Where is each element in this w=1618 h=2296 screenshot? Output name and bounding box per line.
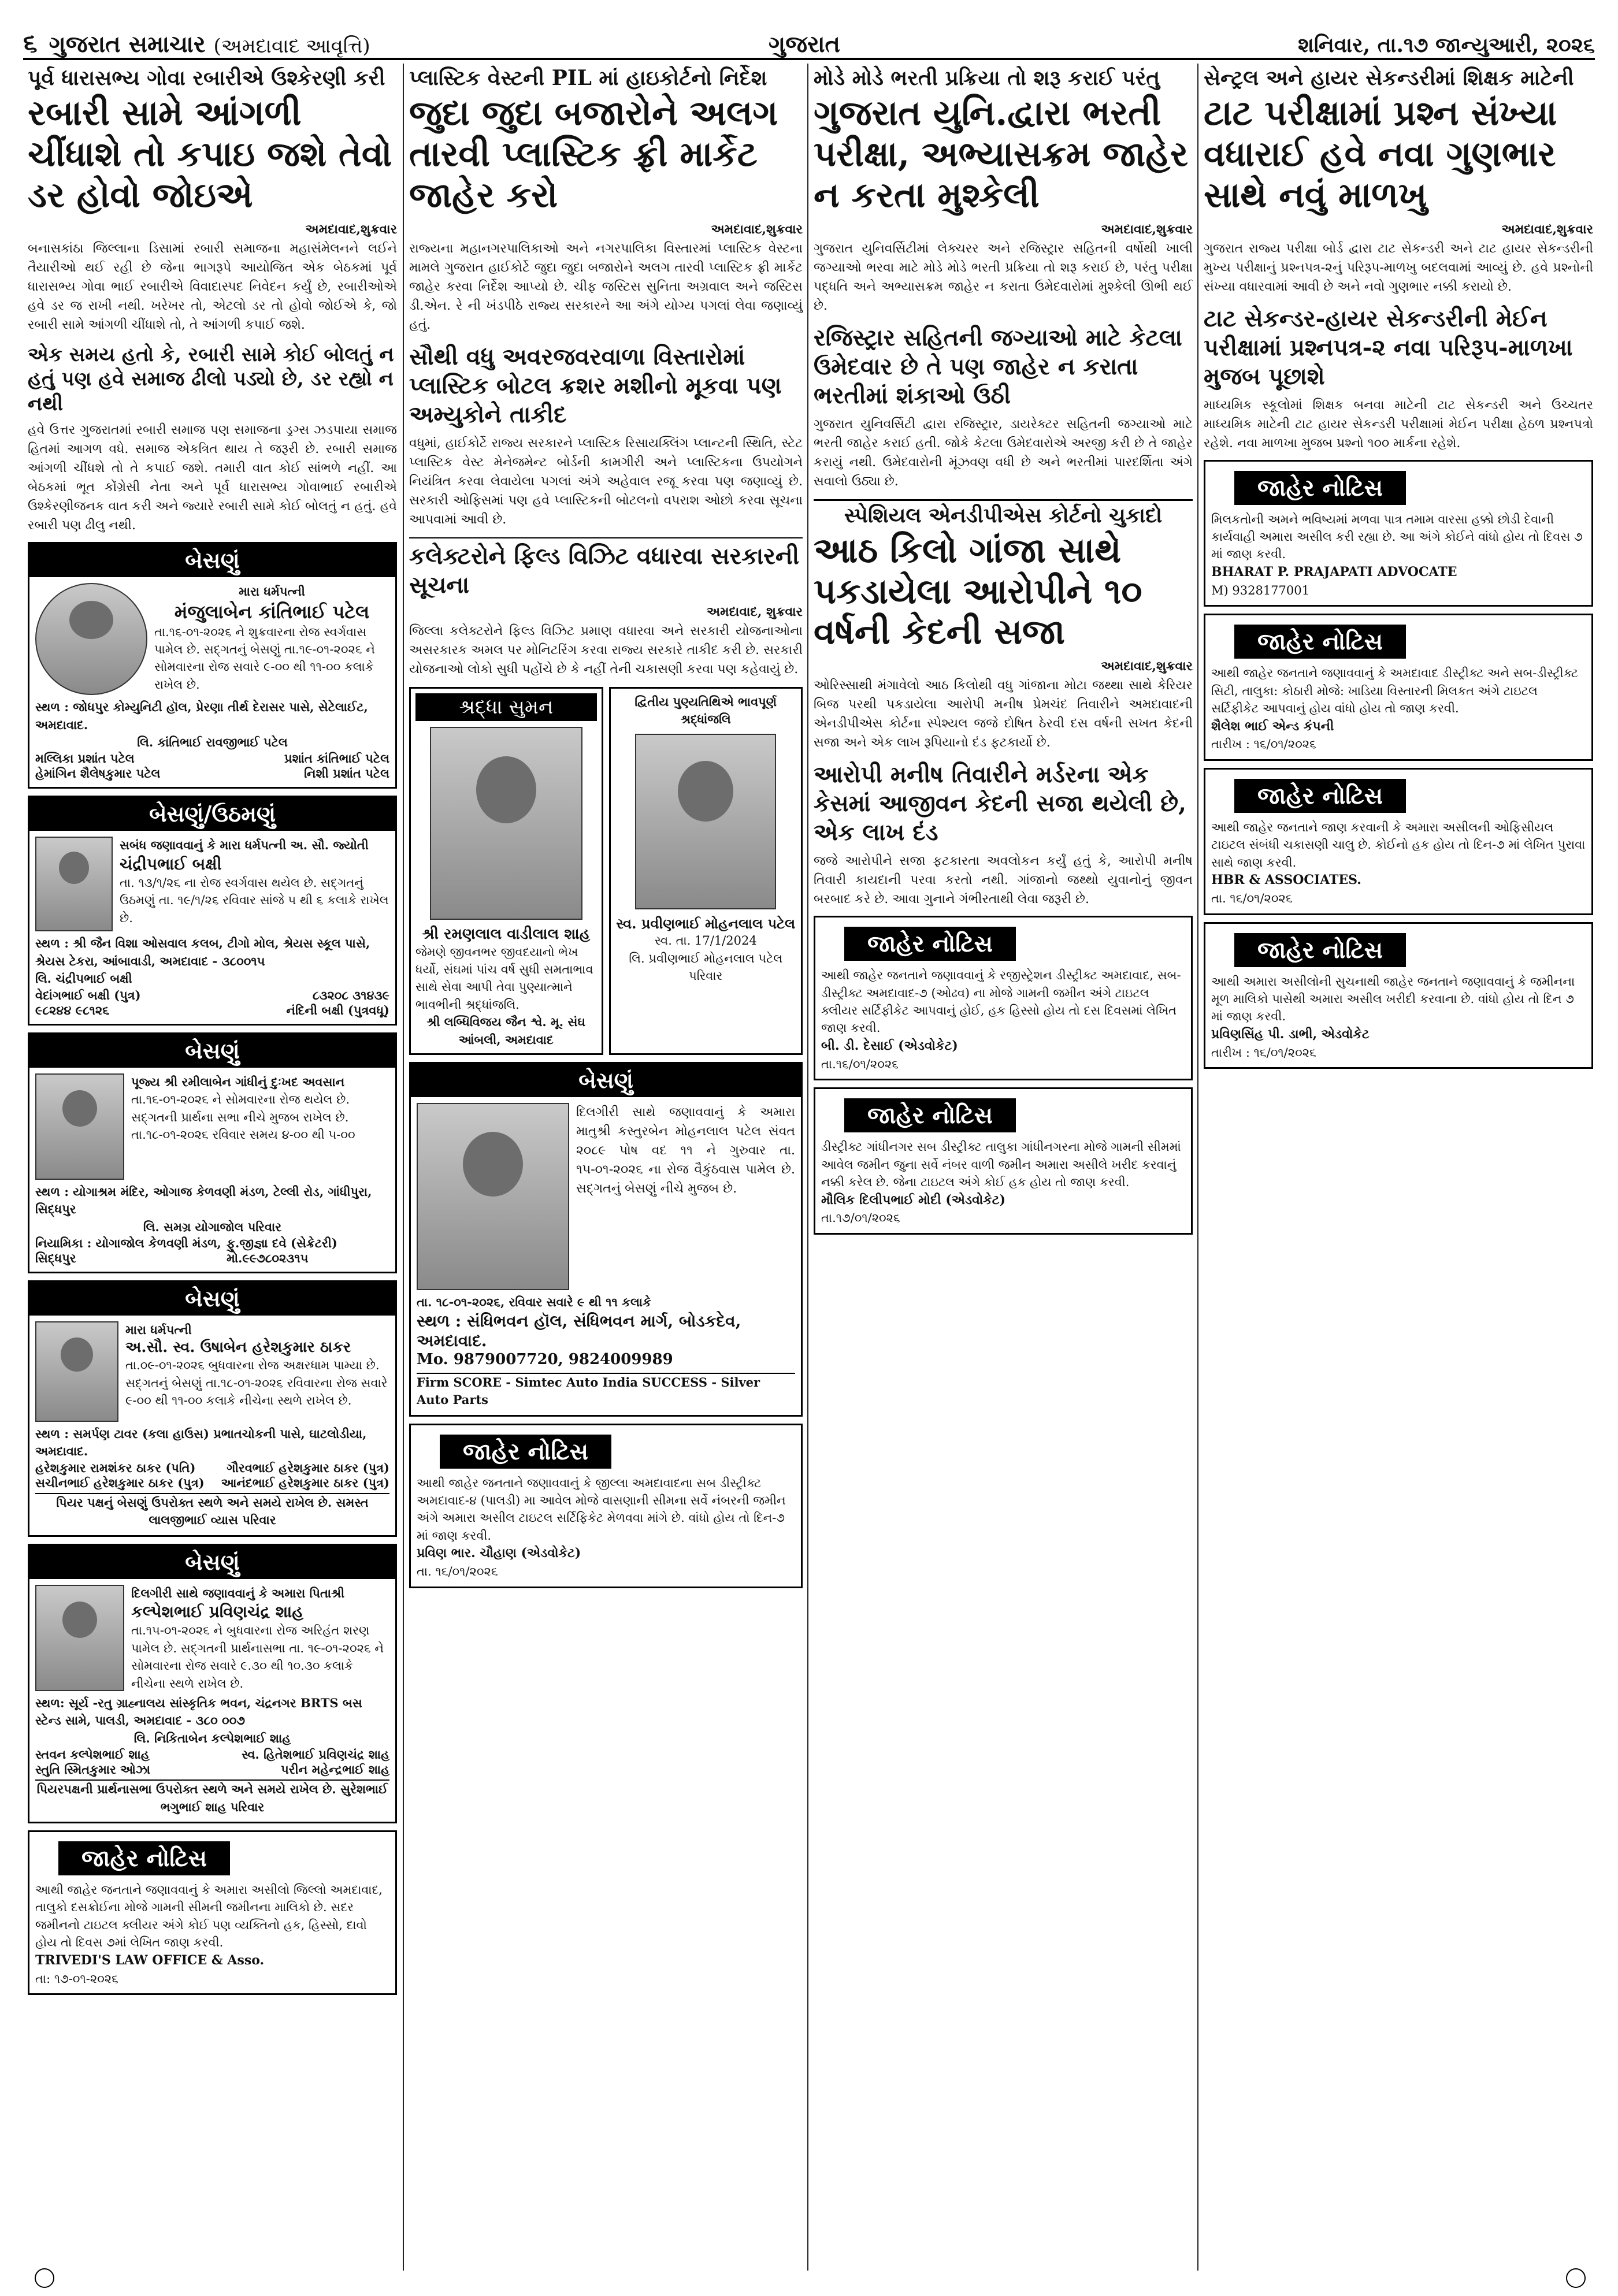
notice-signature: બી. ડી. દેસાઈ (એડવોકેટ) bbox=[821, 1038, 958, 1053]
public-notice bbox=[1204, 614, 1593, 761]
notice-title: જાહેર નોટિસ bbox=[1234, 933, 1406, 967]
article-body: ગુજરાત યુનિવર્સિટીમાં લેક્ચરર અને રજિસ્ટ્રાર સહિતની વર્ષોથી ખાલી જગ્યાઓ ભરવા માટે મોડે મોડે ભરતી પ્રક્રિયા તો શરૂ કરાઈ છે, પરંતુ પરીક્ષા પદ્ધતિ અને અભ્યાસક્રમ જાહેર ન કરાતા ઉમેદવારોમાં મુશ્કેલી ઊભી થઈ છે. bbox=[814, 241, 1193, 313]
sender: લિ. કાંતિભાઈ રાવજીભાઈ પટેલ bbox=[137, 734, 288, 749]
subheadline: કલેક્ટરોને ફિલ્ડ વિઝિટ વધારવા સરકારની સૂચના bbox=[409, 537, 803, 600]
service-time: તા. ૧૮-૦૧-૨૦૨૬, રવિવાર સવારે ૯ થી ૧૧ કલાકે bbox=[417, 1295, 651, 1310]
article-body: રાજ્યના મહાનગરપાલિકાઓ અને નગરપાલિકા વિસ્તારમાં પ્લાસ્ટિક વેસ્ટના મામલે ગુજરાત હાઈકોર્ટે જુદા જુદા બજારોને અલગ તારવી પ્લાસ્ટિક ફ્રી માર્કેટ જાહેર કરવા નિર્દેશ આપ્યો છે. ચીફ જસ્ટિસ સુનિતા અગ્રવાલ અને જસ્ટિસ ડી.એન. રે ની ખંડપીઠે રાજ્ય સરકારને આ અંગે યોગ્ય પગલાં લેવા જણાવ્યું હતું. bbox=[409, 241, 803, 332]
family-name: પરીન મહેન્દ્રભાઈ શાહ bbox=[281, 1762, 389, 1777]
family-name: પ્રશાંત કાંતિભાઈ પટેલ bbox=[284, 751, 389, 766]
obituary-title: બેસણું bbox=[29, 544, 395, 577]
article-plastic bbox=[409, 66, 803, 679]
family-name: હરેશકુમાર રામશંકર ઠાકર (પતિ) bbox=[35, 1460, 196, 1475]
family-name: મલ્લિકા પ્રશાંત પટેલ bbox=[35, 751, 135, 766]
obituary-text: તા.૧૬-૦૧-૨૦૨૬ ને શુક્રવારના રોજ સ્વર્ગવાસ પામેલ છે. સદ્ગતનું બેસણું તા.૧૯-૦૧-૨૦૨૬ ને સોમવારના રોજ સવારે ૯-૦૦ થી ૧૧-૦૦ કલાકે રાખેલ છે. bbox=[154, 625, 375, 692]
article-body: હવે ઉત્તર ગુજરાતમાં રબારી સમાજ પણ સમાજના ડ્રગ્સ ઝડપાયા સમાજ હિતમાં આગળ વધે. સમાજ એકત્રિત થાય તે જરૂરી છે. રબારી સમાજ આંગળી ચીંધશે તો તે કપાઈ જશે. તમારી વાત કોઈ સાંભળે નહીં. આ બેઠકમાં ભૂત કોંગ્રેસી નેતા અને પૂર્વ ધારાસભ્ય ગોવાભાઈ રબારીએ ઉશ્કેરણીજનક વાત કરી અને જ્યારે રબારી સામે કોઈ બોલતું ન હતું. હવે રબારી પણ ઢીલુ નથી. bbox=[28, 423, 397, 533]
notice-body: આથી જાહેર જનતાને જણાવવાનું કે અમારા અસીલો જિલ્લો અમદાવાદ, તાલુકો દસક્રોઈના મોજે ગામની સીમની જમીનના માલિકો છે. સદર જમીનનો ટાઇટલ ક્લીયર અંગે કોઈ પણ વ્યક્તિનો હક, હિસ્સો, દાવો હોય તો દિવસ ૭માં લેખિત જાણ કરવી. bbox=[35, 1882, 383, 1950]
edition: (અમદાવાદ આવૃત્તિ) bbox=[213, 35, 370, 58]
headline: ટાટ પરીક્ષામાં પ્રશ્ન સંખ્યા વધારાઈ હવે નવા ગુણભાર સાથે નવું માળખુ bbox=[1204, 93, 1557, 216]
obituary-footer: પિયર પક્ષનું બેસણું ઉપરોક્ત સ્થળે અને સમયે રાખેલ છે. સમસ્ત લાલજીભાઈ વ્યાસ પરિવાર bbox=[35, 1493, 389, 1529]
deceased-name: અ.સૌ. સ્વ. ઉષાબેન હરેશકુમાર ઠાકર bbox=[125, 1339, 351, 1357]
section-name: ગુજરાત bbox=[769, 31, 841, 58]
article-rabari bbox=[28, 66, 397, 535]
public-notice bbox=[1204, 460, 1593, 607]
sender: લિ. પ્રવીણભાઈ મોહનલાલ પટેલ પરિવાર bbox=[629, 951, 783, 983]
obituary-title: બેસણું bbox=[29, 1545, 395, 1579]
column-2 bbox=[404, 64, 807, 1595]
death-date: સ્વ. તા. 17/1/2024 bbox=[654, 934, 757, 948]
family-name: ૮૩૨૦૮ ૩૧૪૩૯ bbox=[312, 987, 389, 1002]
kicker: સ્પેશિયલ એનડીપીએસ કોર્ટનો ચુકાદો bbox=[844, 503, 1163, 527]
family-names bbox=[35, 1003, 389, 1018]
obituary-text: તા.૧૬-૦૧-૨૦૨૬ ને સોમવારના રોજ થયેલ છે. સદ્ગતની પ્રાર્થના સભા નીચે મુજબ રાખેલ છે. તા.૧૮-૦૧-૨૦૨૬ રવિવાર સમય ૪-૦૦ થી ૫-૦૦ bbox=[131, 1093, 355, 1142]
column-rule bbox=[807, 64, 808, 2271]
relation: દિલગીરી સાથે જણાવવાનું કે અમારા પિતાશ્રી bbox=[131, 1585, 345, 1600]
tribute-text: જેમણે જીવનભર જીવદયાનો ભેખ ધર્યો, સંઘમાં પાંચ વર્ષ સુધી સમતાભાવ સાથે સેવા આપી તેવા પુણ્યાત્માને ભાવભીની શ્રદ્ધાંજલિ. bbox=[415, 945, 593, 1012]
dateline: અમદાવાદ,શુક્રવાર bbox=[711, 221, 803, 237]
relation: મારા ધર્મપત્ની bbox=[239, 584, 305, 599]
notice-title: જાહેર નોટિસ bbox=[1234, 625, 1406, 659]
notice-title: જાહેર નોટિસ bbox=[844, 1098, 1016, 1132]
notice-body: આથી જાહેર જનતાને જાણ કરવાની કે અમારા અસીલની ઓફિસીયલ ટાઇટલ સંબંધી ચકાસણી ચાલુ છે. કોઈનો હક હોય તો દિન-૭ માં લેખિત પુરાવા સાથે જાણ કરવી. bbox=[1211, 820, 1586, 870]
portrait-photo bbox=[35, 837, 113, 931]
notice-title: જાહેર નોટિસ bbox=[1234, 779, 1406, 813]
kicker: પ્લાસ્ટિક વેસ્ટની PIL માં હાઇકોર્ટનો નિર્દેશ bbox=[409, 66, 767, 90]
obituary bbox=[28, 1544, 397, 1823]
family-name: વેદાંગભાઈ બક્ષી (પુત્ર) bbox=[35, 987, 141, 1002]
portrait-photo bbox=[35, 583, 147, 695]
obituary-footer: પિયરપક્ષની પ્રાર્થનાસભા ઉપરોક્ત સ્થળે અને સમયે રાખેલ છે. સુરેશભાઈ ભગુભાઈ શાહ પરિવાર bbox=[35, 1779, 389, 1816]
venue: સ્થળ : શ્રી જૈન વિશા ઓસવાલ કલબ, ટીગો મોલ, શ્રેયસ સ્કૂલ પાસે, શ્રેયસ ટેકરા, આંબાવાડી, અમદાવાદ - ૩૮૦૦૧૫ bbox=[35, 936, 370, 968]
tribute-title: શ્રદ્ધા સુમન bbox=[415, 693, 597, 721]
issue-date: શનિવાર, તા.૧૭ જાન્યુઆરી, ૨૦૨૬ bbox=[1298, 33, 1595, 57]
obituary-title: બેસણું/ઉઠમણું bbox=[29, 797, 395, 831]
article-body: ઓરિસ્સાથી મંગાવેલો આઠ કિલોથી વધુ ગાંજાના મોટા જથ્થા સાથે કેરિયર બિજ પરથી પકડાયેલા આરોપી મનીષ પ્રેમચંદ તિવારીને અમદાવાદની એનડીપીએસ કોર્ટના સ્પેશ્યલ જજે દોષિત ઠેરવી દસ વર્ષની સખત કેદની સજા અને એક લાખ રૂપિયાનો દંડ ફટકાર્યો છે. bbox=[814, 678, 1193, 751]
page-header bbox=[23, 17, 1595, 60]
obituary-text: તા.૧૫-૦૧-૨૦૨૬ ને બુધવારના રોજ અરિહંત શરણ પામેલ છે. સદ્ગતની પ્રાર્થનાસભા તા. ૧૯-૦૧-૨૦૨૬ ને સોમવારના રોજ સવારે ૯.૩૦ થી ૧૦.૩૦ કલાકે નીચેના સ્થળે રાખેલ છે. bbox=[131, 1623, 384, 1691]
sender: લિ. સમગ્ર યોગાજોલ પરિવાર bbox=[143, 1219, 282, 1234]
subheadline: એક સમય હતો કે, રબારી સામે કોઈ બોલતું ન હતું પણ હવે સમાજ ઢીલો પડ્યો છે, ડર રહ્યો ન નથી bbox=[28, 343, 394, 415]
deceased-name: કલ્પેશભાઈ પ્રવિણચંદ્ર શાહ bbox=[131, 1602, 304, 1622]
tribute-row bbox=[409, 687, 803, 1056]
deceased-name: મંજુલાબેન કાંતિભાઈ પટેલ bbox=[174, 600, 370, 623]
sender: લિ. નિકિતાબેન કલ્પેશભાઈ શાહ bbox=[133, 1730, 291, 1745]
family-name: સ્તવન કલ્પેશભાઈ શાહ bbox=[35, 1747, 150, 1762]
obituary bbox=[28, 1032, 397, 1273]
venue: સ્થળ : જોધપુર કોમ્યુનિટી હૉલ, પ્રેરણા તીર્થ દેરાસર પાસે, સેટેલાઈટ, અમદાવાદ. bbox=[35, 700, 368, 732]
portrait-photo bbox=[417, 1103, 569, 1290]
notice-body: આથી જાહેર જનતાને જણાવવાનું કે અમદાવાદ ડીસ્ટ્રીક્ટ અને સબ-ડીસ્ટ્રીક્ટ સિટી, તાલુકા: કોઠારી મોજે: ખાડિયા વિસ્તારની મિલકત અંગે ટાઇટલ સર્ટિફીકેટ આપવાનું હોય વાંધો હોય તો જાણ કરવી. bbox=[1211, 666, 1579, 716]
public-notice bbox=[814, 916, 1193, 1080]
family-name: ફુ.જીજ્ઞા દવે (સેક્રેટરી) મો.૯૯૭૮૦૨૩૧૫ bbox=[227, 1236, 337, 1266]
article-university bbox=[814, 66, 1193, 491]
obituary-text: દિલગીરી સાથે જણાવવાનું કે અમારા માતુશ્રી કસ્તુરબેન મોહનલાલ પટેલ સંવત ૨૦૮૯ પોષ વદ ૧૧ ને ગુરુવાર તા. ૧૫-૦૧-૨૦૨૬ ના રોજ વૈકુંઠવાસ પામેલ છે. સદ્ગતનું બેસણું નીચે મુજબ છે. bbox=[576, 1105, 795, 1197]
public-notice bbox=[28, 1830, 397, 1995]
family-phone: ૯૮૨૪૪ ૯૮૧૨૬ bbox=[35, 1002, 110, 1017]
venue: સ્થળ : યોગાશ્રમ મંદિર, ઓગાજ કેળવણી મંડળ, ટેલ્લી રોડ, ગાંધીપુરા, સિદ્ધપુર bbox=[35, 1184, 372, 1217]
article-body: ગુજરાત રાજ્ય પરીક્ષા બોર્ડ દ્વારા ટાટ સેકન્ડરી અને ટાટ હાયર સેકન્ડરીની મુખ્ય પરીક્ષાનું પ્રશ્નપત્ર-૨નું પરિરૂપ-માળખુ બદલવામાં આવ્યું છે. હવે પ્રશ્નોની સંખ્યા વધારવામાં આવી છે અને નવો ગુણભાર નક્કી કરાયો છે. bbox=[1204, 241, 1593, 294]
article-body: જજે આરોપીને સજા ફટકારતા અવલોકન કર્યું હતું કે, આરોપી મનીષ તિવારી કાયદાની પરવા કરતો નથી. ગાંજાનો જથ્થો યુવાનોનું જીવન બરબાદ કરે છે. આવા ગુનાને ગંભીરતાથી લેવા જરૂરી છે. bbox=[814, 854, 1193, 907]
notice-date: તારીખ : ૧૬/૦૧/૨૦૨૬ bbox=[1211, 1045, 1316, 1060]
family-name: નિયામિકા : યોગાજોલ કેળવણી મંડળ, સિદ્ધપુર bbox=[35, 1236, 221, 1266]
notice-date: તા.૧૬/૦૧/૨૦૨૬ bbox=[821, 1057, 899, 1071]
family-names bbox=[35, 988, 389, 1003]
notice-date: M) 9328177001 bbox=[1211, 583, 1309, 597]
article-body: માધ્યમિક સ્કૂલોમાં શિક્ષક બનવા માટેની ટાટ સેકન્ડરી અને ઉચ્ચતર માધ્યમિક માટેની ટાટ હાયર સેકન્ડરી પરીક્ષામાં મેઈન પરીક્ષા હેઠળ પ્રશ્નપત્રો રહેશે. નવા માળખા મુજબ પ્રશ્નો ૧૦૦ માર્કના રહેશે. bbox=[1204, 397, 1593, 451]
column-1 bbox=[23, 64, 402, 2002]
notice-signature: પ્રવિણસિંહ પી. ડાભી, એડવોકેટ bbox=[1211, 1026, 1370, 1042]
family-names bbox=[35, 1747, 389, 1762]
family-name: આનંદભાઈ હરેશકુમાર ઠાકર (પુત્ર) bbox=[221, 1475, 389, 1490]
venue: સ્થળ : સંધિભવન હૉલ, સંધિભવન માર્ગ, બોડકદેવ, અમદાવાદ. bbox=[417, 1311, 741, 1350]
tribute-title: દ્વિતીય પુણ્યતિથિએ ભાવપૂર્ણ શ્રદ્ધાંજલિ bbox=[634, 694, 777, 727]
article-exam bbox=[1204, 66, 1593, 453]
deceased-name: સ્વ. પ્રવીણભાઈ મોહનલાલ પટેલ bbox=[616, 915, 796, 932]
family-names bbox=[35, 1461, 389, 1476]
obituary-title: બેસણું bbox=[29, 1282, 395, 1316]
dateline: અમદાવાદ,શુક્રવાર bbox=[1101, 659, 1193, 674]
column-3 bbox=[809, 64, 1197, 1242]
kicker: સેન્ટ્રલ અને હાયર સેકન્ડરીમાં શિક્ષક માટેની bbox=[1204, 66, 1574, 90]
public-notice bbox=[1204, 768, 1593, 915]
kicker: મોડે મોડે ભરતી પ્રક્રિયા તો શરૂ કરાઈ પરંતુ bbox=[814, 66, 1160, 90]
notice-date: તા. ૧૬/૦૧/૨૦૨૬ bbox=[417, 1565, 498, 1579]
sender: શ્રી લબ્ધિવિજય જૈન શ્વે. મૂ. સંઘ આંબલી, અમદાવાદ bbox=[426, 1015, 586, 1047]
family-name: સ્તુતિ સ્મિતકુમાર ઓઝા bbox=[35, 1762, 151, 1777]
notice-signature: HBR & ASSOCIATES. bbox=[1211, 872, 1361, 888]
portrait-photo bbox=[35, 1073, 124, 1180]
notice-title: જાહેર નોટિસ bbox=[1234, 471, 1406, 505]
notice-title: જાહેર નોટિસ bbox=[844, 927, 1016, 961]
family-names bbox=[35, 751, 389, 766]
subheadline: ટાટ સેકન્ડર-હાયર સેકન્ડરીની મેઈન પરીક્ષામાં પ્રશ્નપત્ર-૨ નવા પરિરૂપ-માળખા મુજબ પૂછાશે bbox=[1204, 304, 1573, 390]
obituary-title: બેસણું bbox=[29, 1034, 395, 1068]
notice-body: આથી જાહેર જનતાને જણાવવાનું કે રજીસ્ટ્રેશન ડીસ્ટ્રીક્ટ અમદાવાદ, સબ-ડીસ્ટ્રીક્ટ અમદાવાદ-૭ (ઓઢવ) ના મોજે ગામની જમીન અંગે ટાઇટલ ક્લીયર સર્ટિફીકેટ આપવાનું હોઈ, હક હિસ્સો હોય તો દસ દિવસમાં લેખિત જાણ કરવી. bbox=[821, 968, 1181, 1035]
headline: રબારી સામે આંગળી ચીંધાશે તો કપાઇ જશે તેવો ડર હોવો જોઇએ bbox=[28, 93, 392, 216]
registration-mark bbox=[35, 2268, 54, 2288]
relation: મારા ધર્મપત્ની bbox=[125, 1322, 192, 1338]
portrait-photo bbox=[430, 727, 582, 920]
obituary-title: બેસણું bbox=[411, 1064, 801, 1097]
portrait-photo bbox=[35, 1585, 124, 1691]
column-rule bbox=[1197, 64, 1198, 2271]
subheadline: રજિસ્ટ્રાર સહિતની જગ્યાઓ માટે કેટલા ઉમેદવાર છે તે પણ જાહેર ન કરાતા ભરતીમાં શંકાઓ ઉઠી bbox=[814, 324, 1182, 409]
portrait-photo bbox=[635, 734, 776, 909]
dateline: અમદાવાદ,શુક્રવાર bbox=[305, 221, 397, 237]
obituary-text: તા. ૧૩/૧/૨૬ ના રોજ સ્વર્ગવાસ થયેલ છે. સદ્ગતનું ઉઠમણું તા. ૧૯/૧/૨૬ રવિવાર સાંજે ૫ થી ૬ કલાકે રાખેલ છે. bbox=[120, 875, 389, 925]
tribute-box bbox=[609, 687, 803, 1056]
notice-signature: BHARAT P. PRAJAPATI ADVOCATE bbox=[1211, 564, 1457, 579]
family-name: નિશી પ્રશાંત પટેલ bbox=[304, 766, 389, 781]
notice-signature: TRIVEDI'S LAW OFFICE & Asso. bbox=[35, 1952, 265, 1968]
notice-signature: શૈલેશ ભાઈ એન્ડ કંપની bbox=[1211, 718, 1334, 734]
family-names bbox=[35, 1762, 389, 1777]
family-name: ગૌરવભાઈ હરેશકુમાર ઠાકર (પુત્ર) bbox=[227, 1460, 389, 1475]
article-body: બનાસકાંઠા જિલ્લાના ડિસામાં રબારી સમાજના મહાસંમેલનને લઈને તૈયારીઓ થઈ રહી છે જેના ભાગરૂપે આયોજિત એક બેઠકમાં પૂર્વ ધારાસભ્ય ગોવા ભાઈ રબારીએ વિવાદાસ્પદ નિવેદન કર્યું છે, રબારીઓએ હવે ડર જ રાખી નથી. ખરેખર તો, એટલો ડર તો હોવો જોઈએ કે, જો રબારી સામે આંગળી ચીંધાશે તો, તે આંગળી કપાઈ જશે. bbox=[28, 241, 397, 332]
family-names bbox=[35, 1236, 389, 1266]
notice-signature: પ્રવિણ ભાર. ચૌહાણ (એડવોકેટ) bbox=[417, 1545, 581, 1561]
family-name: હેમાંગિન શૈલેષકુમાર પટેલ bbox=[35, 766, 161, 781]
dateline: અમદાવાદ,શુક્રવાર bbox=[1101, 221, 1193, 237]
dateline: અમદાવાદ, શુક્રવાર bbox=[706, 604, 803, 619]
subheadline: સૌથી વધુ અવરજવરવાળા વિસ્તારોમાં પ્લાસ્ટિક બોટલ ક્રશર મશીનો મૂકવા પણ અમ્યુકોને તાકીદ bbox=[409, 343, 782, 428]
family-name: સ્વ. હિતેશભાઈ પ્રવિણચંદ્ર શાહ bbox=[242, 1747, 389, 1762]
notice-body: આથી અમારા અસીલોની સુચનાથી જાહેર જનતાને જણાવવાનું કે જમીનના મૂળ માલિકો પાસેથી અમારા અસીલ ખરીદી કરવાના છે. વાંધો હોય તો દિન ૭ માં જાણ કરવી. bbox=[1211, 974, 1575, 1024]
sender: લિ. ચંદ્રીપભાઈ બક્ષી bbox=[35, 971, 132, 986]
tribute-box bbox=[409, 687, 603, 1056]
dateline: અમદાવાદ,શુક્રવાર bbox=[1501, 221, 1593, 237]
notice-date: તા. ૧૬/૦૧/૨૦૨૬ bbox=[1211, 891, 1293, 906]
public-notice bbox=[814, 1087, 1193, 1235]
portrait-photo bbox=[35, 1321, 118, 1422]
headline: જુદા જુદા બજારોને અલગ તારવી પ્લાસ્ટિક ફ્રી માર્કેટ જાહેર કરો bbox=[409, 93, 778, 216]
article-body: ગુજરાત યુનિવર્સિટી દ્વારા રજિસ્ટ્રાર, ડાયરેક્ટર સહિતની જગ્યાઓ માટે ભરતી જાહેર કરાઈ હતી. જોકે કેટલા ઉમેદવારોએ અરજી કરી છે તે જાહેર કરાયું નથી. ઉમેદવારોની મૂંઝવણ વધી છે અને ભરતીમાં પારદર્શિતા અંગે સવાલો ઉઠ્યા છે. bbox=[814, 417, 1193, 489]
notice-body: આથી જાહેર જનતાને જણાવવાનું કે જીલ્લા અમદાવાદના સબ ડીસ્ટ્રીક્ટ અમદાવાદ-૪ (પાલડી) મા આવેલ મોજે વાસણાની સીમના સર્વે નંબરની જમીન અંગે અમારા અસીલ ટાઇટલ સર્ટિફિકેટ મેળવવા માંગે છે. વાંધો હોય તો દિન-૭ માં જાણ કરવી. bbox=[417, 1476, 786, 1543]
notice-body: ડીસ્ટ્રીક્ટ ગાંધીનગર સબ ડીસ્ટ્રીક્ટ તાલુકા ગાંધીનગરના મોજે ગામની સીમમાં આવેલ જમીન જુના સર્વે નંબર વાળી જમીન અમારા અસીલે ખરીદ કરવાનું નક્કી કરેલ છે. જેના ટાઇટલ અંગે કોઈ હક હોય તો જાણ કરવી. bbox=[821, 1140, 1181, 1190]
family-names bbox=[35, 766, 389, 781]
obituary-text: તા.૦૯-૦૧-૨૦૨૬ બુધવારના રોજ અક્ષરધામ પામ્યા છે. સદ્ગતનું બેસણું તા.૧૮-૦૧-૨૦૨૬ રવિવારના રોજ સવારે ૯-૦૦ થી ૧૧-૦૦ કલાકે નીચેના સ્થળે રાખેલ છે. bbox=[125, 1358, 388, 1408]
obituary bbox=[28, 542, 397, 789]
public-notice bbox=[1204, 922, 1593, 1069]
obituary bbox=[28, 1280, 397, 1537]
notice-date: તા: ૧૭-૦૧-૨૦૨૬ bbox=[35, 1971, 118, 1986]
family-name: સચીનભાઈ હરેશકુમાર ઠાકર (પુત્ર) bbox=[35, 1475, 205, 1490]
article-body: વધુમાં, હાઈકોર્ટે રાજ્ય સરકારને પ્લાસ્ટિક રિસાયક્લિંગ પ્લાન્ટની સ્થિતિ, સ્ટેટ પ્લાસ્ટિક વેસ્ટ મેનેજમેન્ટ બોર્ડની કામગીરી અને પ્લાસ્ટિકના ઉપયોગને નિયંત્રિત કરવા લેવાયેલા પગલાં અંગે અહેવાલ રજૂ કરવા પણ જણાવ્યું છે. સરકારી ઓફિસમાં પણ હવે પ્લાસ્ટિકની બોટલનો વપરાશ ઓછો કરવા સૂચના આપવામાં આવી છે. bbox=[409, 436, 803, 527]
notice-body: મિલકતોની અમને ભવિષ્યમાં મળવા પાત્ર તમામ વારસા હક્કો છોડી દેવાની કાર્યવાહી અમારા અસીલ કરી રહ્યા છે. આ અંગે કોઈને વાંધો હોય તો દિવસ ૭ માં જાણ કરવી. bbox=[1211, 512, 1583, 562]
masthead: ગુજરાત સમાચાર bbox=[49, 31, 206, 58]
headline: ગુજરાત યુનિ.દ્વારા ભરતી પરીક્ષા, અભ્યાસક્રમ જાહેર ન કરતા મુશ્કેલી bbox=[814, 93, 1189, 216]
contact-phone: Mo. 9879007720, 9824009989 bbox=[417, 1350, 673, 1368]
article-body: જિલ્લા કલેક્ટરોને ફિલ્ડ વિઝિટ પ્રમાણ વધારવા અને સરકારી યોજનાઓના અસરકારક અમલ પર મોનિટરિંગ કરવા રાજ્ય સરકારે તાકીદ કરી છે. સરકારી યોજનાઓ લોકો સુધી પહોંચે છે કે નહીં તેની ચકાસણી કરવા પણ કહેવાયું છે. bbox=[409, 623, 803, 677]
venue: સ્થળ : સમર્પણ ટાવર (કલા હાઉસ) પ્રભાતચોકની પાસે, ઘાટલોડીયા, અમદાવાદ. bbox=[35, 1426, 367, 1459]
notice-signature: મૌલિક દિલીપભાઈ મોદી (એડવોકેટ) bbox=[821, 1192, 1006, 1208]
sponsors: Firm SCORE - Simtec Auto India SUCCESS - Silver Auto Parts bbox=[417, 1373, 795, 1409]
column-rule bbox=[403, 64, 404, 2271]
relation: પૂજ્ય શ્રી રમીલાબેન ગાંધીનું દુઃખદ અવસાન bbox=[131, 1074, 345, 1089]
obituary bbox=[28, 796, 397, 1025]
obituary bbox=[409, 1062, 803, 1416]
family-names bbox=[35, 1476, 389, 1491]
public-notice bbox=[409, 1424, 803, 1588]
notice-title: જાહેર નોટિસ bbox=[440, 1435, 611, 1469]
registration-mark bbox=[1566, 2268, 1586, 2288]
article-ndps bbox=[814, 499, 1193, 909]
deceased-name: શ્રી રમણલાલ વાડીલાલ શાહ bbox=[422, 925, 591, 943]
kicker: પૂર્વ ધારાસભ્ય ગોવા રબારીએ ઉશ્કેરણી કરી bbox=[28, 66, 385, 90]
notice-title: જાહેર નોટિસ bbox=[58, 1841, 230, 1875]
deceased-name: ચંદ્રીપભાઈ બક્ષી bbox=[120, 854, 222, 874]
column-4 bbox=[1199, 64, 1598, 1076]
page-number: ૬ bbox=[23, 28, 38, 58]
headline: આઠ કિલો ગાંજા સાથે પકડાયેલા આરોપીને ૧૦ વર્ષની કેદની સજા bbox=[814, 530, 1142, 653]
subheadline: આરોપી મનીષ તિવારીને મર્ડરના એક કેસમાં આજીવન કેદની સજા થયેલી છે, એક લાખ દંડ bbox=[814, 761, 1186, 846]
venue: સ્થળ: સૂર્ય -રતુ ગ્રાહ્નાલય સાંસ્કૃતિક ભવન, ચંદ્રનગર BRTS બસ સ્ટેન્ડ સામે, પાલડી, અમદાવાદ - ૩૮૦ ૦૦૭ bbox=[35, 1695, 362, 1728]
notice-date: તારીખ : ૧૬/૦૧/૨૦૨૬ bbox=[1211, 737, 1316, 752]
relation: સબંધ જણાવવાનું કે મારા ધર્મપત્ની અ. સૌ. જ્યોતી bbox=[120, 838, 369, 853]
family-name: નંદિની બક્ષી (પુત્રવધૂ) bbox=[286, 1002, 389, 1017]
notice-date: તા.૧૭/૦૧/૨૦૨૬ bbox=[821, 1211, 900, 1225]
